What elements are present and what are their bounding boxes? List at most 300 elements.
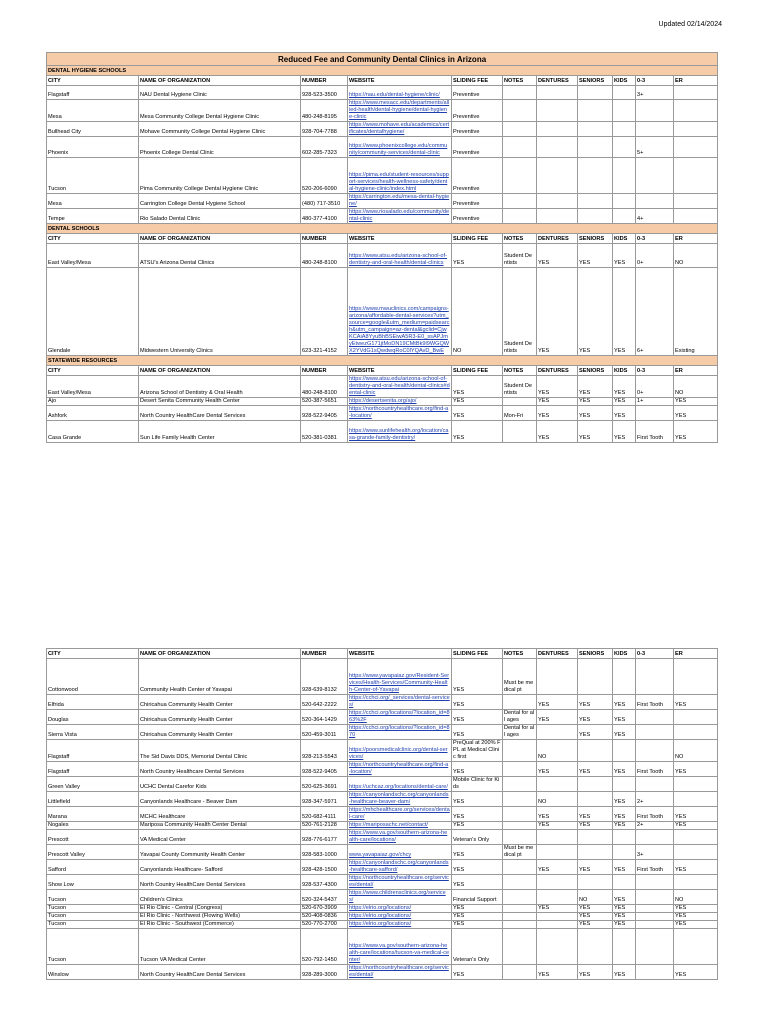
cell-notes — [503, 965, 537, 980]
column-header-er: ER — [674, 76, 718, 86]
cell-notes: Student Dentists — [503, 268, 537, 356]
cell-seniors — [578, 86, 613, 100]
cell-organization: Carrington College Dental Hygiene School — [139, 194, 301, 209]
cell-er — [674, 845, 718, 860]
cell-kids: YES — [613, 921, 636, 929]
cell-organization: Chiricahua Community Health Center — [139, 695, 301, 710]
cell-website — [348, 194, 452, 209]
cell-seniors: YES — [578, 244, 613, 268]
website-link[interactable]: https://elrio.org/locations/ — [349, 921, 412, 927]
cell-organization: Chiricahua Community Health Center — [139, 725, 301, 740]
cell-seniors — [578, 830, 613, 845]
cell-dentures: YES — [537, 406, 578, 421]
column-header-kids: KIDS — [613, 366, 636, 376]
cell-age-0-3: First Tooth — [636, 695, 674, 710]
cell-number: 928-522-9405 — [301, 406, 348, 421]
website-link[interactable]: https://northcountryhealthcare.org/find-a-location/ — [349, 406, 449, 419]
cell-er: NO — [674, 890, 718, 905]
website-link[interactable]: https://www.atsu.edu/arizona-school-of-dentistry-and-oral-health/dental-clinics — [349, 253, 447, 266]
cell-sliding-fee: YES — [452, 965, 503, 980]
cell-website — [348, 122, 452, 137]
cell-er: NO — [674, 244, 718, 268]
cell-city: Tucson — [47, 905, 139, 913]
cell-er: YES — [674, 822, 718, 830]
cell-organization: North Country HealthCare Dental Services — [139, 406, 301, 421]
cell-seniors — [578, 137, 613, 158]
cell-number: 520-459-3011 — [301, 725, 348, 740]
cell-age-0-3 — [636, 194, 674, 209]
cell-number: 520-381-0381 — [301, 421, 348, 443]
cell-number: 520-670-3909 — [301, 905, 348, 913]
cell-notes — [503, 209, 537, 224]
cell-dentures — [537, 86, 578, 100]
cell-city: Nogales — [47, 822, 139, 830]
cell-kids: YES — [613, 905, 636, 913]
cell-age-0-3 — [636, 740, 674, 762]
cell-website — [348, 807, 452, 822]
cell-website — [348, 158, 452, 194]
cell-er: YES — [674, 807, 718, 822]
cell-seniors: YES — [578, 905, 613, 913]
cell-dentures: YES — [537, 244, 578, 268]
cell-city: Ashfork — [47, 406, 139, 421]
cell-website — [348, 376, 452, 398]
cell-website — [348, 875, 452, 890]
cell-seniors — [578, 777, 613, 792]
section-title: DENTAL HYGIENE SCHOOLS — [47, 66, 718, 76]
cell-sliding-fee: YES — [452, 792, 503, 807]
cell-organization: ATSU's Arizona Dental Clinics — [139, 244, 301, 268]
cell-sliding-fee: Preventive — [452, 122, 503, 137]
column-header-row — [47, 366, 718, 376]
cell-organization: Mesa Community College Dental Hygiene Clinic — [139, 100, 301, 122]
cell-kids — [613, 830, 636, 845]
website-link[interactable]: https://mariposachc.net/contact/ — [349, 822, 428, 828]
cell-number: 928-639-8132 — [301, 659, 348, 695]
column-header-seniors: SENIORS — [578, 649, 613, 659]
cell-website — [348, 740, 452, 762]
cell-notes — [503, 822, 537, 830]
cell-seniors: NO — [578, 890, 613, 905]
cell-organization: Chiricahua Community Health Center — [139, 710, 301, 725]
cell-kids — [613, 777, 636, 792]
cell-number: 520-682-4111 — [301, 807, 348, 822]
cell-kids: YES — [613, 913, 636, 921]
cell-kids: YES — [613, 710, 636, 725]
cell-organization: Mariposa Community Health Center Dental — [139, 822, 301, 830]
cell-seniors — [578, 875, 613, 890]
cell-dentures: YES — [537, 905, 578, 913]
section-header-row — [47, 66, 718, 76]
section-title: DENTAL SCHOOLS — [47, 224, 718, 234]
column-header-er: ER — [674, 366, 718, 376]
cell-city: Flagstaff — [47, 86, 139, 100]
cell-seniors: YES — [578, 725, 613, 740]
cell-organization: The Sid Davis DDS, Memorial Dental Clinic — [139, 740, 301, 762]
cell-city: Bullhead City — [47, 122, 139, 137]
cell-city: Casa Grande — [47, 421, 139, 443]
cell-city: Show Low — [47, 875, 139, 890]
cell-city: Tucson — [47, 929, 139, 965]
cell-seniors: YES — [578, 965, 613, 980]
cell-age-0-3: 5+ — [636, 137, 674, 158]
cell-number: 928-776-6177 — [301, 830, 348, 845]
cell-kids: YES — [613, 268, 636, 356]
website-link[interactable]: https://pima.edu/student-resources/support-services/health-wellness-safety/dental-hygiene-clinic/index.html — [349, 172, 449, 192]
cell-kids: YES — [613, 244, 636, 268]
cell-number: 480-248-8100 — [301, 376, 348, 398]
cell-organization: Sun Life Family Health Center — [139, 421, 301, 443]
cell-er: YES — [674, 860, 718, 875]
cell-city: Tempe — [47, 209, 139, 224]
website-link[interactable]: https://www.sunlifehealth.org/location/casa-grande-family-dentistry/ — [349, 428, 449, 441]
cell-seniors: YES — [578, 376, 613, 398]
cell-sliding-fee: YES — [452, 376, 503, 398]
cell-dentures — [537, 875, 578, 890]
cell-city: East Valley/Mesa — [47, 244, 139, 268]
cell-number: 520-792-1450 — [301, 929, 348, 965]
cell-website — [348, 100, 452, 122]
cell-organization: North Country HealthCare Dental Services — [139, 875, 301, 890]
cell-number: 520-408-0836 — [301, 913, 348, 921]
website-link[interactable]: https://cchci.org/locations/?location_id=870 — [349, 725, 450, 738]
cell-city: East Valley/Mesa — [47, 376, 139, 398]
cell-age-0-3 — [636, 406, 674, 421]
website-link[interactable]: https://www.yavapaiaz.gov/Resident-Services/Health-Services/Community-Health-Center-of-Yavapai — [349, 673, 450, 693]
cell-er — [674, 710, 718, 725]
cell-website — [348, 830, 452, 845]
cell-age-0-3: 4+ — [636, 209, 674, 224]
cell-kids: YES — [613, 406, 636, 421]
section-header-row — [47, 224, 718, 234]
cell-dentures: YES — [537, 421, 578, 443]
clinic-row — [47, 86, 718, 100]
column-header-age-0-3: 0-3 — [636, 366, 674, 376]
website-link[interactable]: https://northcountryhealthcare.org/services/dental/ — [349, 875, 449, 888]
cell-er: Existing — [674, 268, 718, 356]
cell-kids: YES — [613, 965, 636, 980]
clinic-row — [47, 792, 718, 807]
website-link[interactable]: https://www.va.gov/southern-arizona-health-care/locations/ — [349, 830, 448, 843]
cell-organization: Arizona School of Dentistry & Oral Health — [139, 376, 301, 398]
cell-organization: Yavapai County Community Health Center — [139, 845, 301, 860]
clinic-row — [47, 762, 718, 777]
cell-sliding-fee: Preventive — [452, 100, 503, 122]
cell-sliding-fee: Preventive — [452, 209, 503, 224]
cell-age-0-3: 3+ — [636, 845, 674, 860]
cell-dentures — [537, 209, 578, 224]
clinic-row — [47, 194, 718, 209]
website-link[interactable]: https://www.riosalado.edu/community/dental-clinic — [349, 209, 450, 222]
cell-notes — [503, 762, 537, 777]
clinic-row — [47, 406, 718, 421]
cell-number: 602-285-7323 — [301, 137, 348, 158]
website-link[interactable]: https://nau.edu/dental-hygiene/clinic/ — [349, 92, 440, 98]
table-title: Reduced Fee and Community Dental Clinics in Arizona — [47, 53, 718, 66]
cell-seniors — [578, 158, 613, 194]
clinic-row — [47, 209, 718, 224]
clinic-row — [47, 905, 718, 913]
column-header-city: CITY — [47, 366, 139, 376]
cell-er: YES — [674, 762, 718, 777]
cell-organization: Pima Community College Dental Hygiene Clinic — [139, 158, 301, 194]
website-link[interactable]: https://northcountryhealthcare.org/find-a-location/ — [349, 762, 449, 775]
website-link[interactable]: https://cchci.org/locations/?location_id=863%2F — [349, 710, 450, 723]
column-header-city: CITY — [47, 649, 139, 659]
cell-age-0-3 — [636, 929, 674, 965]
cell-website — [348, 905, 452, 913]
cell-age-0-3 — [636, 890, 674, 905]
cell-age-0-3 — [636, 659, 674, 695]
column-header-kids: KIDS — [613, 649, 636, 659]
website-link[interactable]: https://carrington.edu/mesa-dental-hygiene/ — [349, 194, 450, 207]
cell-er — [674, 158, 718, 194]
cell-dentures: NO — [537, 740, 578, 762]
cell-kids — [613, 740, 636, 762]
cell-sliding-fee: Veteran's Only — [452, 830, 503, 845]
cell-age-0-3 — [636, 830, 674, 845]
website-link[interactable]: https://www.va.gov/southern-arizona-health-care/locations/tucson-va-medical-center/ — [349, 943, 450, 963]
cell-er — [674, 194, 718, 209]
cell-website — [348, 406, 452, 421]
column-header-seniors: SENIORS — [578, 366, 613, 376]
cell-dentures: NO — [537, 792, 578, 807]
clinic-row — [47, 137, 718, 158]
column-header-seniors: SENIORS — [578, 234, 613, 244]
cell-er — [674, 929, 718, 965]
cell-er — [674, 777, 718, 792]
cell-er — [674, 86, 718, 100]
cell-notes — [503, 86, 537, 100]
cell-notes: Must be medical pt — [503, 845, 537, 860]
cell-notes — [503, 122, 537, 137]
cell-website — [348, 695, 452, 710]
cell-er: NO — [674, 376, 718, 398]
cell-notes: Must be medical pt — [503, 659, 537, 695]
cell-website — [348, 762, 452, 777]
cell-dentures — [537, 929, 578, 965]
cell-seniors — [578, 100, 613, 122]
cell-sliding-fee: YES — [452, 921, 503, 929]
cell-website — [348, 137, 452, 158]
cell-er: YES — [674, 965, 718, 980]
cell-number: 480-248-8195 — [301, 100, 348, 122]
cell-age-0-3 — [636, 965, 674, 980]
cell-kids — [613, 86, 636, 100]
website-link[interactable]: https://uchcaz.org/locations/dental-care/ — [349, 784, 448, 790]
column-header-row — [47, 234, 718, 244]
cell-notes: Mon-Fri — [503, 406, 537, 421]
clinic-row — [47, 100, 718, 122]
column-header-dentures: DENTURES — [537, 76, 578, 86]
cell-organization: El Rio Clinic - Southwest (Commerce) — [139, 921, 301, 929]
cell-age-0-3 — [636, 100, 674, 122]
clinic-row — [47, 376, 718, 398]
cell-sliding-fee: YES — [452, 725, 503, 740]
website-link[interactable]: https://canyonlandschc.org/canyonlands-healthcare-beaver-dam/ — [349, 792, 449, 805]
cell-age-0-3 — [636, 921, 674, 929]
cell-kids — [613, 875, 636, 890]
cell-sliding-fee: Veteran's Only — [452, 929, 503, 965]
website-link[interactable]: https://www.phoenixcollege.edu/community/community-services/dental-clinic — [349, 143, 448, 156]
cell-age-0-3 — [636, 158, 674, 194]
cell-er: NO — [674, 740, 718, 762]
cell-er — [674, 725, 718, 740]
cell-age-0-3 — [636, 913, 674, 921]
cell-dentures: YES — [537, 695, 578, 710]
clinic-row — [47, 965, 718, 980]
column-header-kids: KIDS — [613, 76, 636, 86]
clinic-row — [47, 875, 718, 890]
website-link[interactable]: https://www.mesacc.edu/departments/allied-health/dental-hygiene/dental-hygiene-clinic — [349, 100, 450, 120]
cell-dentures: YES — [537, 376, 578, 398]
cell-city: Flagstaff — [47, 762, 139, 777]
column-header-dentures: DENTURES — [537, 234, 578, 244]
cell-website — [348, 845, 452, 860]
cell-number: 520-206-6090 — [301, 158, 348, 194]
cell-age-0-3: 2+ — [636, 792, 674, 807]
cell-city: Mesa — [47, 194, 139, 209]
website-link[interactable]: https://elrio.org/locations/ — [349, 905, 412, 911]
cell-city: Flagstaff — [47, 740, 139, 762]
cell-age-0-3: 1+ — [636, 398, 674, 406]
cell-website — [348, 929, 452, 965]
website-link[interactable]: https://mhchealthcare.org/services/dental-care/ — [349, 807, 450, 820]
cell-seniors: YES — [578, 822, 613, 830]
cell-seniors: YES — [578, 762, 613, 777]
cell-er — [674, 100, 718, 122]
website-link[interactable]: https://www.mohave.edu/academics/certificates/dentalhygiene/ — [349, 122, 450, 135]
cell-city: Douglas — [47, 710, 139, 725]
cell-dentures — [537, 921, 578, 929]
website-link[interactable]: https://www.childrensclinics.org/services/ — [349, 890, 446, 903]
cell-notes — [503, 100, 537, 122]
cell-notes — [503, 137, 537, 158]
cell-er — [674, 659, 718, 695]
cell-city: Sierra Vista — [47, 725, 139, 740]
cell-notes — [503, 921, 537, 929]
clinic-row — [47, 860, 718, 875]
column-header-notes: NOTES — [503, 234, 537, 244]
cell-seniors: YES — [578, 860, 613, 875]
cell-notes — [503, 929, 537, 965]
cell-number: 928-523-3500 — [301, 86, 348, 100]
clinic-row — [47, 890, 718, 905]
cell-notes — [503, 913, 537, 921]
cell-organization: VA Medical Center — [139, 830, 301, 845]
cell-notes — [503, 158, 537, 194]
cell-number: 928-704-7788 — [301, 122, 348, 137]
cell-kids — [613, 137, 636, 158]
cell-age-0-3: First Tooth — [636, 421, 674, 443]
cell-city: Tucson — [47, 890, 139, 905]
website-link[interactable]: https://desertsenita.org/ajo/ — [349, 398, 417, 404]
cell-number: 520-770-2700 — [301, 921, 348, 929]
cell-website — [348, 421, 452, 443]
column-header-number: NUMBER — [301, 649, 348, 659]
cell-age-0-3: 0+ — [636, 244, 674, 268]
cell-dentures: YES — [537, 860, 578, 875]
cell-notes — [503, 792, 537, 807]
cell-kids: YES — [613, 807, 636, 822]
cell-age-0-3: 2+ — [636, 822, 674, 830]
cell-seniors — [578, 740, 613, 762]
column-header-sliding-fee: SLIDING FEE — [452, 649, 503, 659]
cell-city: Elfrida — [47, 695, 139, 710]
cell-kids — [613, 158, 636, 194]
website-link[interactable]: https://www.atsu.edu/arizona-school-of-dentistry-and-oral-health/dental-clinics#dental-clinic — [349, 376, 450, 396]
cell-kids — [613, 194, 636, 209]
cell-seniors: YES — [578, 921, 613, 929]
cell-age-0-3: First Tooth — [636, 807, 674, 822]
cell-website — [348, 965, 452, 980]
cell-city: Tucson — [47, 913, 139, 921]
cell-organization: Canyonlands Healthcare - Beaver Dam — [139, 792, 301, 807]
clinic-row — [47, 777, 718, 792]
column-header-sliding-fee: SLIDING FEE — [452, 76, 503, 86]
cell-kids: YES — [613, 376, 636, 398]
website-link[interactable]: https://poorsmedicalclinic.org/dental-services/ — [349, 747, 448, 760]
cell-website — [348, 86, 452, 100]
column-header-er: ER — [674, 234, 718, 244]
clinic-row — [47, 710, 718, 725]
cell-dentures — [537, 137, 578, 158]
cell-organization: North Country HealthCare Dental Services — [139, 965, 301, 980]
cell-website — [348, 244, 452, 268]
cell-organization: MCHC Healthcare — [139, 807, 301, 822]
cell-seniors — [578, 792, 613, 807]
cell-age-0-3: First Tooth — [636, 860, 674, 875]
cell-age-0-3 — [636, 725, 674, 740]
cell-kids: YES — [613, 398, 636, 406]
cell-website — [348, 710, 452, 725]
cell-sliding-fee: YES — [452, 845, 503, 860]
clinic-row — [47, 725, 718, 740]
clinic-row — [47, 740, 718, 762]
table-title-row — [47, 53, 718, 66]
cell-er: YES — [674, 913, 718, 921]
cell-organization: UCHC Dental Carefor Kids — [139, 777, 301, 792]
cell-city: Littlefield — [47, 792, 139, 807]
cell-dentures: YES — [537, 822, 578, 830]
website-link[interactable]: https://elrio.org/locations/ — [349, 913, 412, 919]
cell-website — [348, 792, 452, 807]
cell-dentures — [537, 659, 578, 695]
cell-city: Tucson — [47, 158, 139, 194]
cell-seniors — [578, 209, 613, 224]
cell-city: Tucson — [47, 921, 139, 929]
cell-notes — [503, 890, 537, 905]
clinic-row — [47, 244, 718, 268]
cell-number: 623-321-4152 — [301, 268, 348, 356]
cell-er — [674, 830, 718, 845]
cell-age-0-3: First Tooth — [636, 762, 674, 777]
cell-sliding-fee: Preventive — [452, 194, 503, 209]
section-header-row — [47, 356, 718, 366]
website-link[interactable]: https://www.mwuclinics.com/campaigns-arizona/affordable-dental-services?utm_source=google&utm_medium=paidsearch&utm_campaign=az-dental&gclid=CjwKCAiA8YyuBhBSEiwA5R3-E0_ssAPJmyEtwezG171jtMoDN19CMtBk9l9WGQWX2YVdG1sQwdwqRoC0lYQAvD_BwE — [349, 306, 450, 354]
column-header-notes: NOTES — [503, 649, 537, 659]
website-link[interactable]: https://northcountryhealthcare.org/services/dental/ — [349, 965, 449, 978]
website-link[interactable]: https://cchci.org/_services/dental-services/ — [349, 695, 450, 708]
cell-age-0-3 — [636, 710, 674, 725]
cell-city: Marana — [47, 807, 139, 822]
column-header-website: WEBSITE — [348, 234, 452, 244]
website-link[interactable]: https://canyonlandschc.org/canyonlands-healthcare-safford/ — [349, 860, 449, 873]
cell-sliding-fee: YES — [452, 762, 503, 777]
website-link[interactable]: www.yavapaiaz.gov/chcy — [349, 852, 412, 858]
cell-sliding-fee: Preventive — [452, 137, 503, 158]
column-header-notes: NOTES — [503, 366, 537, 376]
